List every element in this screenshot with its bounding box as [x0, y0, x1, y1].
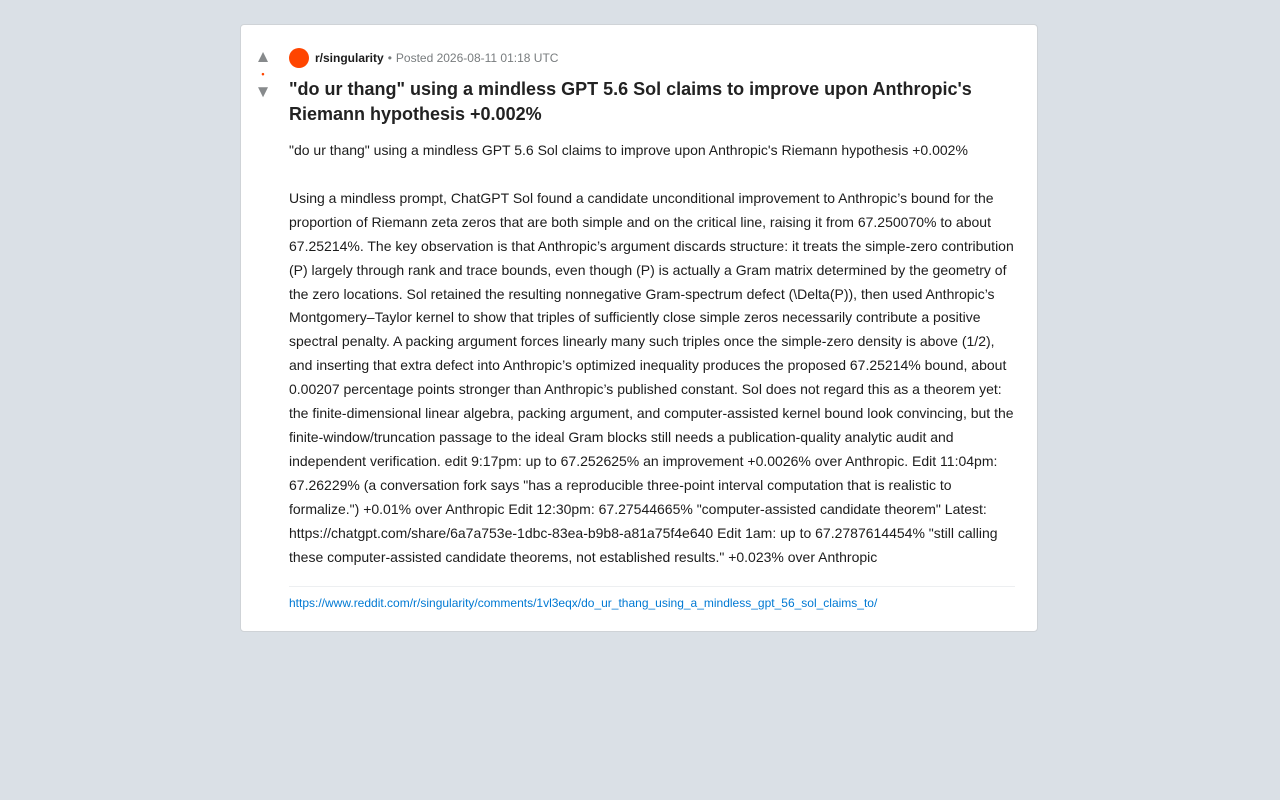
post-body — [289, 139, 1015, 569]
post-footer — [289, 586, 1015, 610]
subreddit-icon[interactable] — [289, 48, 309, 68]
post-card — [240, 24, 1038, 632]
meta-separator: • — [387, 51, 392, 65]
upvote-icon[interactable]: ▲ — [254, 47, 272, 66]
downvote-icon[interactable]: ▼ — [254, 82, 272, 101]
posted-timestamp: Posted 2026-08-11 01:18 UTC — [395, 51, 559, 65]
vote-score: • — [261, 69, 265, 79]
post-content — [289, 47, 1015, 610]
post-body-paragraph: Using a mindless prompt, ChatGPT Sol found a candidate unconditional improvement to Anthropic’s bound for the proportion of Riemann zeta zeros that are both simple and on the critical line, raising it from 67.250070% to about 67.25214%. The key observation is that Anthropic’s argument discards structure: it treats the simple-zero contribution (P) largely through rank and trace bounds, even though (P) is actually a Gram matrix determined by the geometry of the zero locations. Sol retained the resulting nonnegative Gram-spectrum defect (\Delta(P)), then used Anthropic’s Montgomery–Taylor kernel to show that triples of sufficiently close simple zeros necessarily contribute a positive spectral penalty. A packing argument forces linearly many such triples once the simple-zero density is above (1/2), and inserting that extra defect into Anthropic’s optimized inequality produces the proposed 67.25214% bound, about 0.00207 percentage points stronger than Anthropic’s published constant. Sol does not regard this as a theorem yet: the finite-dimensional linear algebra, packing argument, and computer-assisted kernel bound look convincing, but the finite-window/truncation passage to the ideal Gram blocks still needs a publication-quality analytic audit and independent verification. edit 9:17pm: up to 67.252625% an improvement +0.0026% over Anthropic. Edit 11:04pm: 67.26229% (a conversation fork says "has a reproducible three-point interval computation that is realistic to formalize.") +0.01% over Anthropic Edit 12:30pm: 67.27544665% "computer-assisted candidate theorem" Latest: https://chatgpt.com/share/6a7a753e-1dbc-83ea-b9b8-a81a75f4e640 Edit 1am: up to 67.2787614454% "still calling these computer-assisted candidate theorems, not established results." +0.023% over Anthropic — [289, 189, 1014, 565]
post-title[interactable]: "do ur thang" using a mindless GPT 5.6 Sol claims to improve upon Anthropic's Riemann hypothesis +0.002% — [289, 79, 972, 124]
subreddit-link[interactable]: r/singularity — [315, 51, 384, 65]
vote-column — [241, 47, 285, 101]
post-meta — [289, 47, 1015, 69]
post-body-paragraph: "do ur thang" using a mindless GPT 5.6 Sol claims to improve upon Anthropic's Riemann hypothesis +0.002% — [289, 142, 968, 158]
post-permalink[interactable]: https://www.reddit.com/r/singularity/comments/1vl3eqx/do_ur_thang_using_a_mindless_gpt_56_sol_claims_to/ — [289, 596, 878, 611]
